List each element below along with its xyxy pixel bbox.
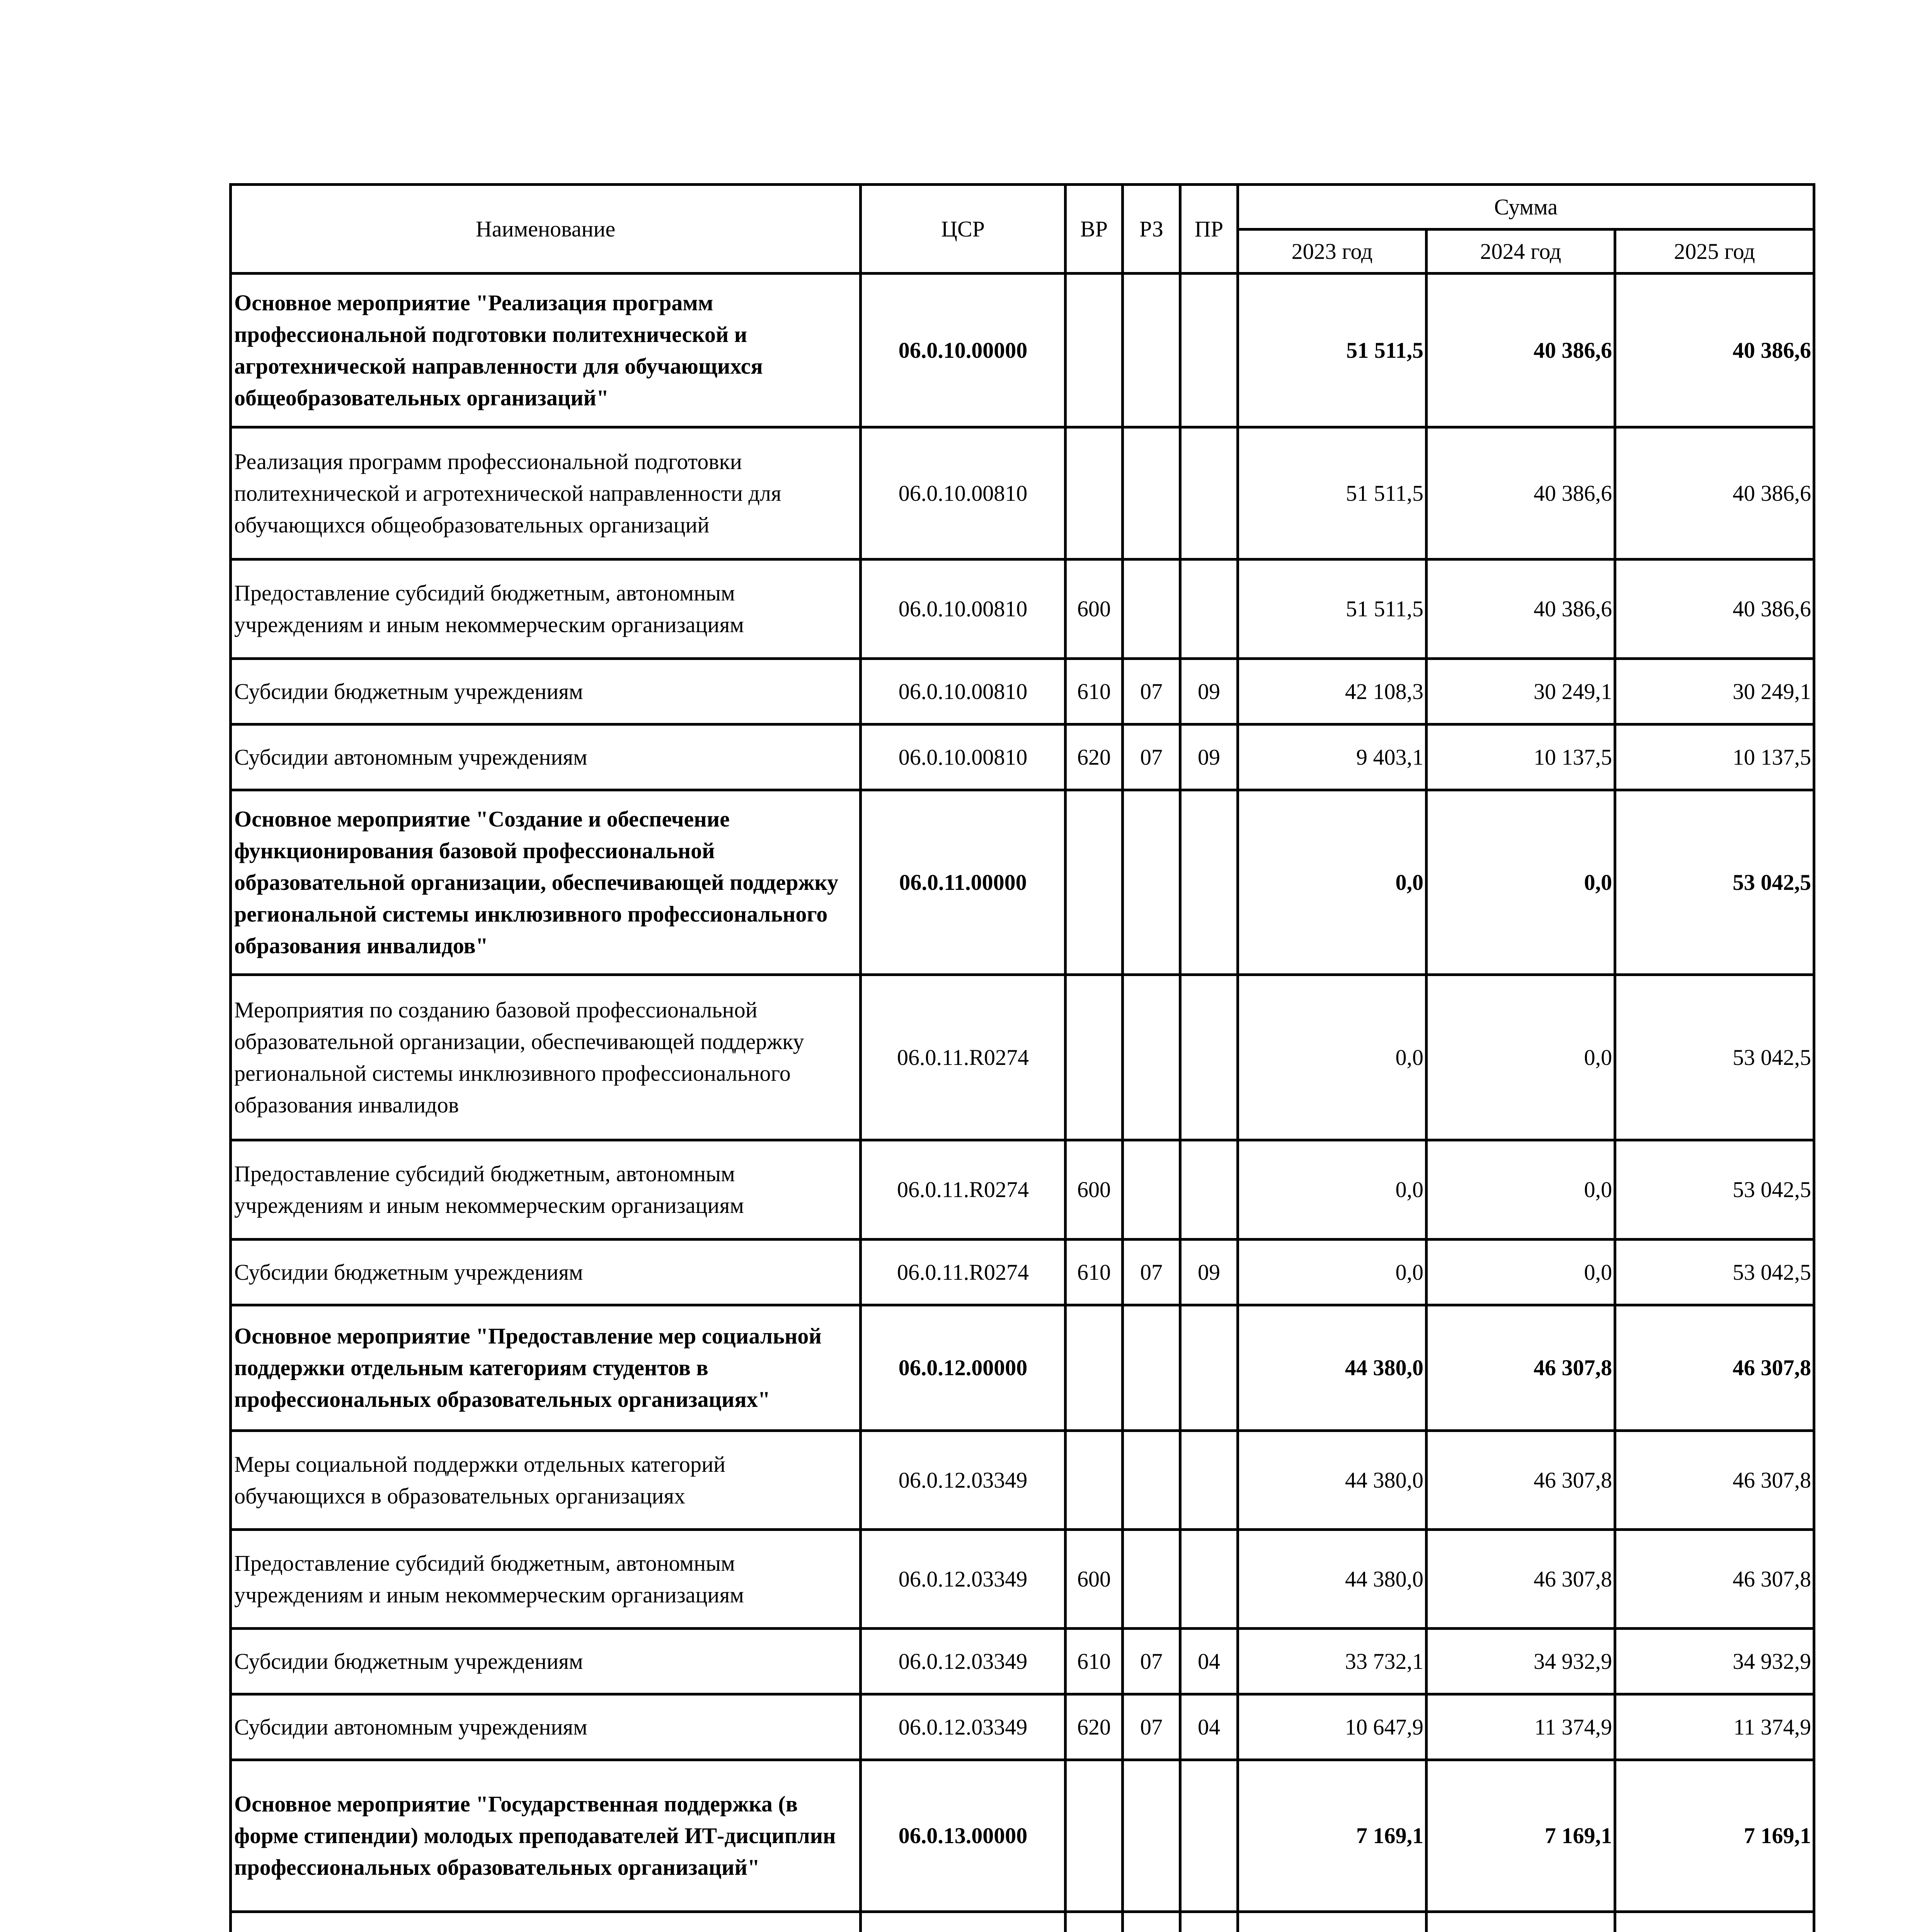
cell-csr	[861, 1912, 1066, 1932]
table-row	[231, 659, 1814, 724]
cell-csr: 06.0.10.00810	[861, 427, 1066, 560]
cell-2025: 53 042,5	[1615, 790, 1814, 975]
cell-vr	[1066, 975, 1123, 1140]
cell-name: Субсидии автономным учреждениям	[231, 724, 861, 790]
cell-2024	[1427, 1912, 1615, 1932]
table-row	[231, 724, 1814, 790]
cell-name: Основное мероприятие "Создание и обеспечение функционирования базовой профессиональной образовательной организации, обеспечивающей поддержку региональной системы инклюзивного профессионального образования инвалидов"	[231, 790, 861, 975]
cell-csr: 06.0.10.00810	[861, 560, 1066, 659]
table-row	[231, 274, 1814, 427]
cell-2025: 10 137,5	[1615, 724, 1814, 790]
cell-rz: 07	[1123, 1629, 1180, 1694]
cell-name: Основное мероприятие "Государственная поддержка (в форме стипендии) молодых преподавателей ИТ-дисциплин профессиональных образовательных организаций"	[231, 1760, 861, 1912]
cell-2024: 46 307,8	[1427, 1431, 1615, 1530]
cell-pr	[1180, 1305, 1238, 1431]
cell-name: Субсидии автономным учреждениям	[231, 1694, 861, 1760]
table-row	[231, 560, 1814, 659]
cell-pr	[1180, 560, 1238, 659]
cell-2023: 9 403,1	[1238, 724, 1427, 790]
cell-csr: 06.0.11.R0274	[861, 1140, 1066, 1240]
cell-2024: 10 137,5	[1427, 724, 1615, 790]
table-header	[231, 185, 1814, 274]
cell-pr	[1180, 1912, 1238, 1932]
cell-rz	[1123, 274, 1180, 427]
table-row	[231, 1431, 1814, 1530]
cell-pr	[1180, 274, 1238, 427]
cell-2024: 0,0	[1427, 1240, 1615, 1305]
cell-2023	[1238, 1912, 1427, 1932]
cell-2023: 33 732,1	[1238, 1629, 1427, 1694]
header-2024: 2024 год	[1427, 230, 1615, 274]
cell-csr: 06.0.11.00000	[861, 790, 1066, 975]
cell-2024: 7 169,1	[1427, 1760, 1615, 1912]
cell-2023: 51 511,5	[1238, 427, 1427, 560]
cell-name: Предоставление субсидий бюджетным, автономным учреждениям и иным некоммерческим организациям	[231, 1530, 861, 1629]
cell-rz	[1123, 1530, 1180, 1629]
cell-rz	[1123, 1760, 1180, 1912]
cell-pr	[1180, 790, 1238, 975]
table-body	[231, 274, 1814, 1932]
cell-csr: 06.0.12.00000	[861, 1305, 1066, 1431]
cell-pr	[1180, 1431, 1238, 1530]
cell-vr	[1066, 790, 1123, 975]
cell-name: Мероприятия по созданию базовой профессиональной образовательной организации, обеспечивающей поддержку региональной системы инклюзивного профессионального образования инвалидов	[231, 975, 861, 1140]
cell-2024: 46 307,8	[1427, 1530, 1615, 1629]
header-csr: ЦСР	[861, 185, 1066, 274]
cell-2024: 46 307,8	[1427, 1305, 1615, 1431]
cell-2025: 40 386,6	[1615, 274, 1814, 427]
cell-rz: 07	[1123, 1694, 1180, 1760]
cell-2025: 11 374,9	[1615, 1694, 1814, 1760]
cell-pr	[1180, 427, 1238, 560]
cell-name: Субсидии бюджетным учреждениям	[231, 1240, 861, 1305]
cell-vr: 600	[1066, 560, 1123, 659]
table-row	[231, 975, 1814, 1140]
cell-rz	[1123, 1305, 1180, 1431]
cell-2023: 44 380,0	[1238, 1305, 1427, 1431]
cell-2024: 40 386,6	[1427, 274, 1615, 427]
cell-vr	[1066, 1431, 1123, 1530]
cell-vr: 620	[1066, 1694, 1123, 1760]
cell-2023: 0,0	[1238, 975, 1427, 1140]
header-vr: ВР	[1066, 185, 1123, 274]
cell-pr	[1180, 1140, 1238, 1240]
cell-vr	[1066, 1305, 1123, 1431]
cell-rz: 07	[1123, 659, 1180, 724]
cell-2024: 11 374,9	[1427, 1694, 1615, 1760]
cell-2024: 0,0	[1427, 790, 1615, 975]
table-row	[231, 1912, 1814, 1932]
cell-pr	[1180, 1530, 1238, 1629]
cell-vr: 610	[1066, 1240, 1123, 1305]
cell-2025: 46 307,8	[1615, 1305, 1814, 1431]
cell-csr: 06.0.11.R0274	[861, 975, 1066, 1140]
cell-rz: 07	[1123, 724, 1180, 790]
cell-pr: 04	[1180, 1629, 1238, 1694]
cell-name: Реализация программ профессиональной подготовки политехнической и агротехнической направленности для обучающихся общеобразовательных организаций	[231, 427, 861, 560]
cell-name: Субсидии бюджетным учреждениям	[231, 659, 861, 724]
cell-rz	[1123, 1431, 1180, 1530]
cell-2024: 0,0	[1427, 1140, 1615, 1240]
cell-rz	[1123, 1140, 1180, 1240]
cell-2025: 30 249,1	[1615, 659, 1814, 724]
cell-vr: 620	[1066, 724, 1123, 790]
header-2023: 2023 год	[1238, 230, 1427, 274]
cell-2024: 30 249,1	[1427, 659, 1615, 724]
cell-2023: 42 108,3	[1238, 659, 1427, 724]
cell-2023: 0,0	[1238, 1140, 1427, 1240]
budget-table	[229, 183, 1815, 1932]
cell-2025: 34 932,9	[1615, 1629, 1814, 1694]
table-row	[231, 1760, 1814, 1912]
table-row	[231, 1240, 1814, 1305]
header-rz: РЗ	[1123, 185, 1180, 274]
table-row	[231, 1629, 1814, 1694]
cell-2025: 46 307,8	[1615, 1530, 1814, 1629]
cell-vr	[1066, 274, 1123, 427]
cell-2025: 40 386,6	[1615, 560, 1814, 659]
cell-vr: 600	[1066, 1530, 1123, 1629]
cell-rz	[1123, 427, 1180, 560]
cell-2023: 7 169,1	[1238, 1760, 1427, 1912]
cell-rz	[1123, 1912, 1180, 1932]
cell-pr: 04	[1180, 1694, 1238, 1760]
cell-2023: 44 380,0	[1238, 1431, 1427, 1530]
cell-vr: 610	[1066, 1629, 1123, 1694]
cell-2025: 7 169,1	[1615, 1760, 1814, 1912]
cell-2023: 10 647,9	[1238, 1694, 1427, 1760]
cell-name: Основное мероприятие "Предоставление мер социальной поддержки отдельным категориям студентов в профессиональных образовательных организациях"	[231, 1305, 861, 1431]
cell-rz: 07	[1123, 1240, 1180, 1305]
cell-vr	[1066, 427, 1123, 560]
cell-csr: 06.0.12.03349	[861, 1694, 1066, 1760]
cell-vr	[1066, 1760, 1123, 1912]
cell-vr: 610	[1066, 659, 1123, 724]
table-row	[231, 1140, 1814, 1240]
table-row	[231, 427, 1814, 560]
table-row	[231, 1694, 1814, 1760]
cell-2023: 0,0	[1238, 1240, 1427, 1305]
cell-name: Меры социальной поддержки отдельных категорий обучающихся в образовательных организациях	[231, 1431, 861, 1530]
cell-pr: 09	[1180, 1240, 1238, 1305]
header-2025: 2025 год	[1615, 230, 1814, 274]
cell-csr: 06.0.12.03349	[861, 1530, 1066, 1629]
cell-2023: 0,0	[1238, 790, 1427, 975]
table-row	[231, 1305, 1814, 1431]
cell-vr	[1066, 1912, 1123, 1932]
header-name: Наименование	[231, 185, 861, 274]
cell-2024: 0,0	[1427, 975, 1615, 1140]
cell-name: Предоставление субсидий бюджетным, автономным учреждениям и иным некоммерческим организациям	[231, 560, 861, 659]
cell-csr: 06.0.10.00810	[861, 659, 1066, 724]
cell-2025: 46 307,8	[1615, 1431, 1814, 1530]
cell-2023: 44 380,0	[1238, 1530, 1427, 1629]
cell-2024: 40 386,6	[1427, 427, 1615, 560]
cell-name: Субсидии бюджетным учреждениям	[231, 1629, 861, 1694]
header-pr: ПР	[1180, 185, 1238, 274]
cell-rz	[1123, 975, 1180, 1140]
cell-pr: 09	[1180, 659, 1238, 724]
table-row	[231, 1530, 1814, 1629]
cell-name	[231, 1912, 861, 1932]
cell-2024: 40 386,6	[1427, 560, 1615, 659]
cell-2025: 53 042,5	[1615, 975, 1814, 1140]
cell-2025: 53 042,5	[1615, 1140, 1814, 1240]
cell-2023: 51 511,5	[1238, 560, 1427, 659]
cell-2024: 34 932,9	[1427, 1629, 1615, 1694]
cell-2025: 40 386,6	[1615, 427, 1814, 560]
cell-2025	[1615, 1912, 1814, 1932]
cell-csr: 06.0.10.00000	[861, 274, 1066, 427]
header-sum: Сумма	[1238, 185, 1814, 230]
cell-csr: 06.0.12.03349	[861, 1431, 1066, 1530]
cell-pr	[1180, 1760, 1238, 1912]
cell-rz	[1123, 790, 1180, 975]
cell-csr: 06.0.13.00000	[861, 1760, 1066, 1912]
cell-vr: 600	[1066, 1140, 1123, 1240]
cell-name: Основное мероприятие "Реализация программ профессиональной подготовки политехнической и агротехнической направленности для обучающихся общеобразовательных организаций"	[231, 274, 861, 427]
cell-2025: 53 042,5	[1615, 1240, 1814, 1305]
cell-pr: 09	[1180, 724, 1238, 790]
cell-2023: 51 511,5	[1238, 274, 1427, 427]
cell-csr: 06.0.11.R0274	[861, 1240, 1066, 1305]
table-row	[231, 790, 1814, 975]
cell-csr: 06.0.12.03349	[861, 1629, 1066, 1694]
cell-name: Предоставление субсидий бюджетным, автономным учреждениям и иным некоммерческим организациям	[231, 1140, 861, 1240]
cell-csr: 06.0.10.00810	[861, 724, 1066, 790]
cell-pr	[1180, 975, 1238, 1140]
cell-rz	[1123, 560, 1180, 659]
